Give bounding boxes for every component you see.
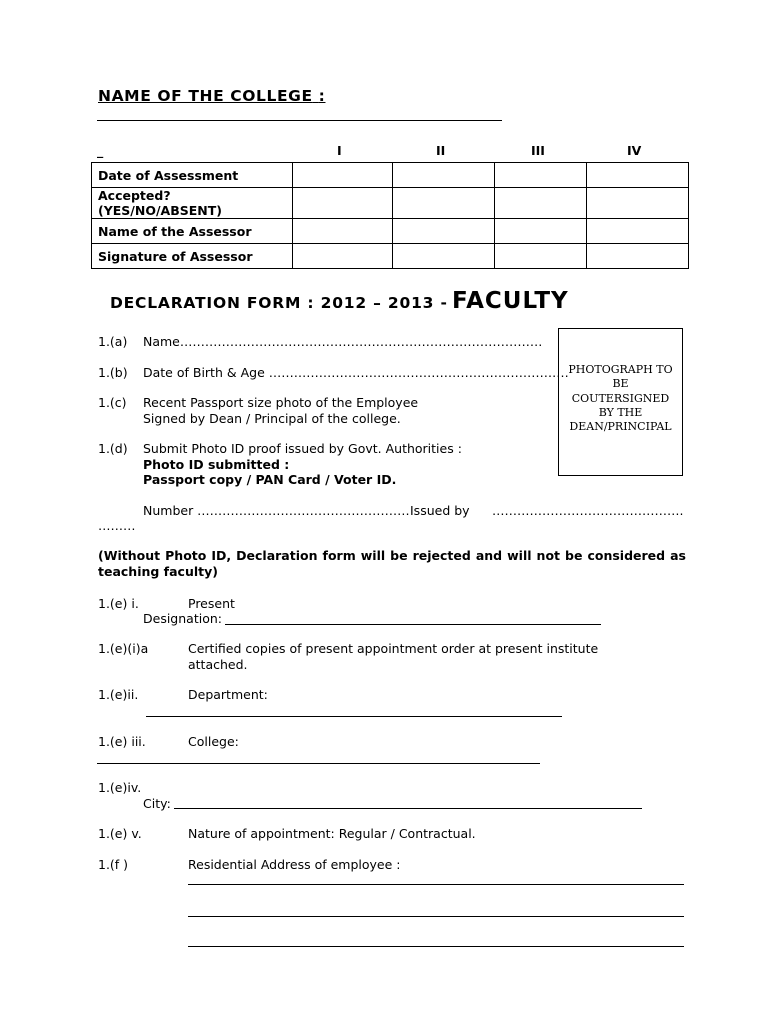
address-line-2[interactable]	[188, 916, 684, 917]
table-cell[interactable]	[587, 163, 689, 188]
college-name-line[interactable]	[97, 120, 502, 121]
photo-id-warning: (Without Photo ID, Declaration form will be rejected and will not be considered as teaching faculty)	[98, 548, 686, 579]
table-cell[interactable]	[587, 188, 689, 219]
item-number: 1.(f )	[98, 857, 129, 872]
address-line-3[interactable]	[188, 946, 684, 947]
issued-by-label: Issued by	[410, 503, 470, 518]
table-row	[92, 219, 689, 244]
photograph-box[interactable]	[558, 328, 683, 476]
column-header-3: III	[531, 143, 545, 158]
row-label: Accepted? (YES/NO/ABSENT)	[92, 188, 293, 219]
designation-label: Present	[188, 596, 235, 611]
table-cell[interactable]	[393, 188, 495, 219]
table-row	[92, 163, 689, 188]
table-cell[interactable]	[293, 244, 393, 269]
passport-photo-text-2: Signed by Dean / Principal of the college.	[143, 411, 401, 426]
nature-of-appointment: Nature of appointment: Regular / Contractual.	[188, 826, 476, 841]
table-cell[interactable]	[587, 219, 689, 244]
table-row	[92, 244, 689, 269]
row-label: Name of the Assessor	[92, 219, 293, 244]
item-number: 1.(e) iii.	[98, 734, 146, 749]
row-label: Date of Assessment	[92, 163, 293, 188]
table-cell[interactable]	[293, 188, 393, 219]
item-number: 1.(e) i.	[98, 596, 139, 611]
id-number-field[interactable]: Number ……………………………………………	[143, 503, 410, 518]
table-cell[interactable]	[495, 219, 587, 244]
row-label: Signature of Assessor	[92, 244, 293, 269]
appointment-copies-text-2: attached.	[188, 657, 248, 672]
item-number: 1.(d)	[98, 441, 128, 456]
item-number: 1.(b)	[98, 365, 128, 380]
photo-id-submitted: Photo ID submitted :	[143, 457, 290, 472]
item-number: 1.(e)iv.	[98, 780, 142, 795]
table-cell[interactable]	[293, 163, 393, 188]
appointment-copies-text: Certified copies of present appointment order at present institute	[188, 641, 599, 656]
column-header-4: IV	[627, 143, 642, 158]
column-header-1: I	[337, 143, 342, 158]
college-name-label: NAME OF THE COLLEGE :	[98, 87, 326, 105]
column-header-2: II	[436, 143, 446, 158]
designation-label-2: Designation:	[143, 611, 222, 626]
declaration-title: DECLARATION FORM : 2012 – 2013 - FACULTY	[110, 288, 569, 314]
item-number: 1.(e)(i)a	[98, 641, 149, 656]
dash-mark: _	[97, 143, 104, 158]
issued-by-field[interactable]: ……………………………………….	[492, 503, 684, 518]
name-field[interactable]: Name……………………………………………………………………………	[143, 334, 543, 349]
college-line[interactable]	[97, 763, 540, 764]
city-line[interactable]	[174, 808, 642, 809]
department-line[interactable]	[146, 716, 562, 717]
dob-age-field[interactable]: Date of Birth & Age ………………………………………………………………	[143, 365, 569, 380]
table-row	[92, 188, 689, 219]
item-number: 1.(a)	[98, 334, 128, 349]
table-cell[interactable]	[495, 188, 587, 219]
photo-id-options: Passport copy / PAN Card / Voter ID.	[143, 472, 397, 487]
faculty-title: FACULTY	[452, 288, 569, 314]
continuation-dots: ………	[98, 518, 136, 533]
table-cell[interactable]	[393, 219, 495, 244]
address-line-1[interactable]	[188, 884, 684, 885]
item-number: 1.(c)	[98, 395, 127, 410]
table-cell[interactable]	[393, 163, 495, 188]
residential-address-label: Residential Address of employee :	[188, 857, 401, 872]
passport-photo-text: Recent Passport size photo of the Employee	[143, 395, 419, 410]
photo-id-text: Submit Photo ID proof issued by Govt. Authorities :	[143, 441, 462, 456]
city-label: City:	[143, 796, 171, 811]
table-cell[interactable]	[495, 163, 587, 188]
designation-line[interactable]	[225, 624, 601, 625]
college-label: College:	[188, 734, 239, 749]
photograph-instruction: PHOTOGRAPH TO BE COUTERSIGNED BY THE DEAN/PRINCIPAL	[568, 363, 673, 434]
table-cell[interactable]	[587, 244, 689, 269]
table-cell[interactable]	[293, 219, 393, 244]
table-cell[interactable]	[495, 244, 587, 269]
item-number: 1.(e) v.	[98, 826, 142, 841]
department-label: Department:	[188, 687, 268, 702]
table-cell[interactable]	[393, 244, 495, 269]
item-number: 1.(e)ii.	[98, 687, 139, 702]
assessment-table	[91, 162, 689, 269]
